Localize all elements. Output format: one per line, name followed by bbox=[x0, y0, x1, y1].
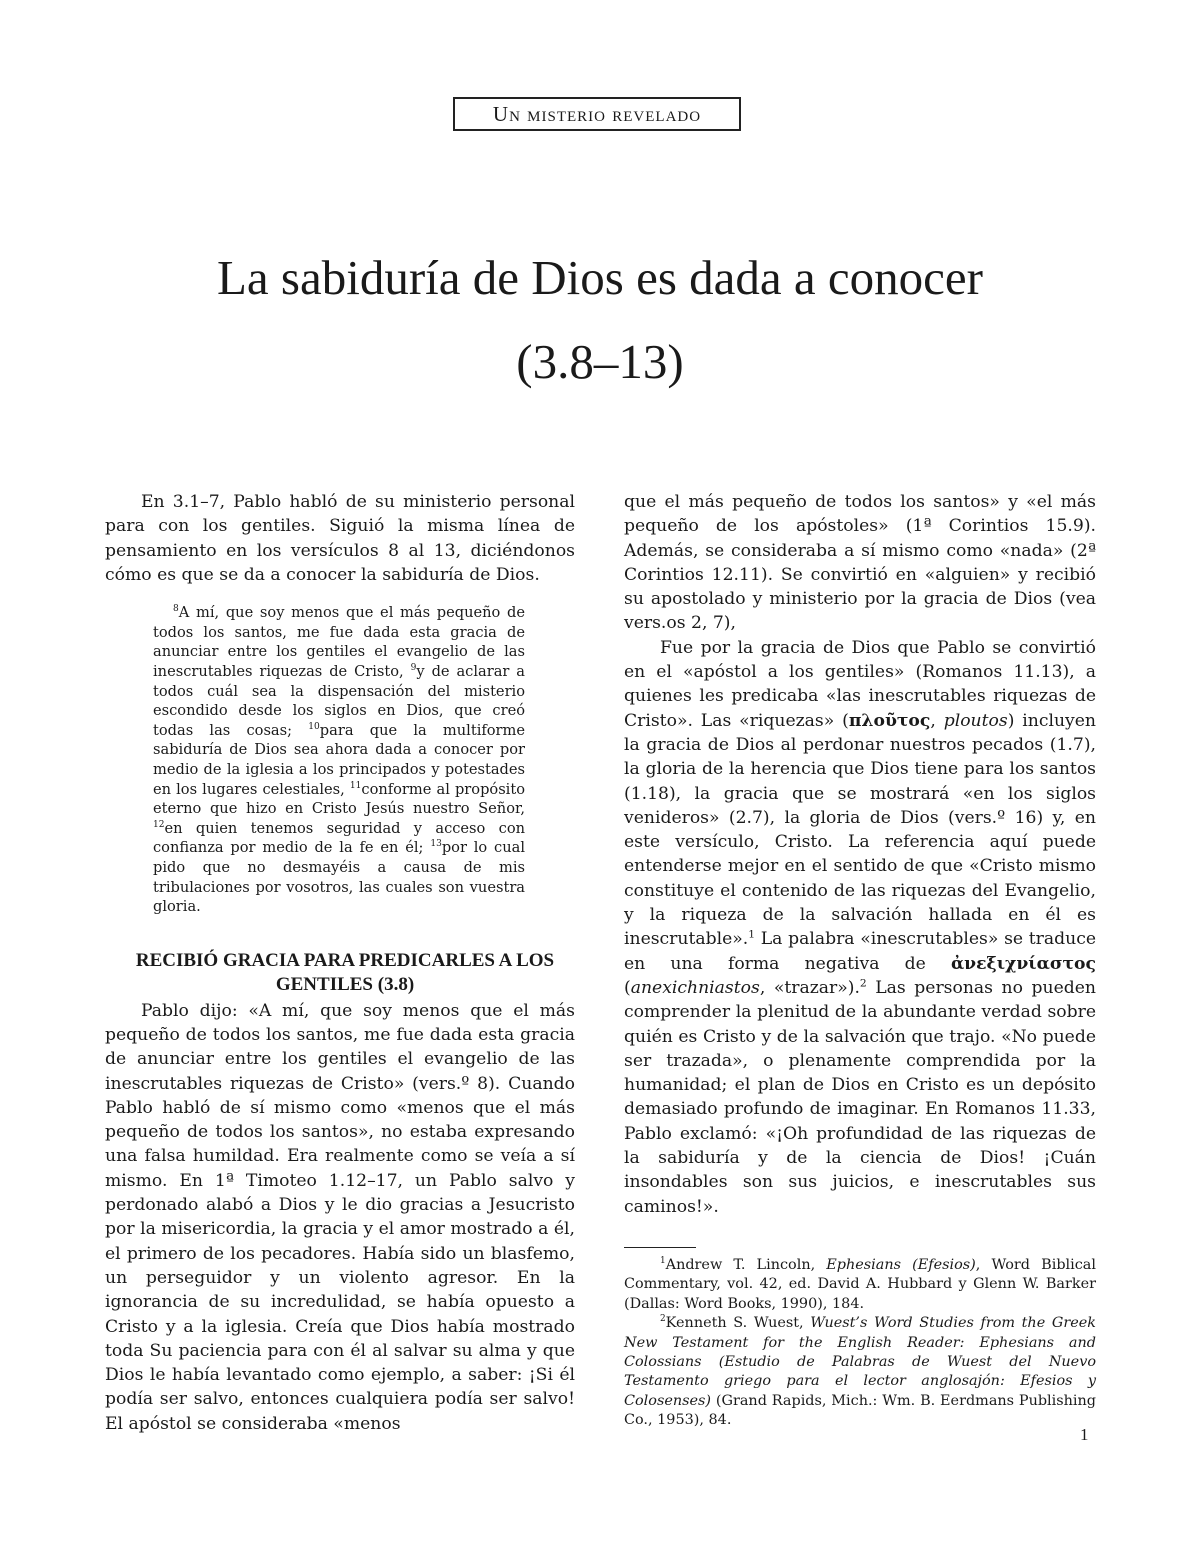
page-number: 1 bbox=[1080, 1425, 1089, 1444]
footnote-divider bbox=[624, 1247, 696, 1248]
body-paragraph: Pablo dijo: «A mí, que soy menos que el más pequeño de todos los santos, me fue dada esta gracia de anunciar entre los gentiles el evangelio de las inescrutables riquezas de Cristo» (vers.º 8). Cuando Pablo habló de sí mismo como «menos que el más pequeño de todos los santos», no estaba expresando una falsa humildad. Era realmente como se veía a sí mismo. En 1ª Timoteo 1.12–17, un Pablo salvo y perdonado alabó a Dios y le dio gracias a Jesucristo por la misericordia, la gracia y el amor mostrado a él, el primero de los pecadores. Había sido un blasfemo, un perseguidor y un violento agresor. En la ignorancia de su incredulidad, se había opuesto a Cristo y a la iglesia. Creía que Dios había mostrado toda Su paciencia para con él al salvar su alma y que Dios le había levantado como ejemplo, a saber: ¡Si él podía ser salvo, entonces cualquiera podía ser salvo! El apóstol se consideraba «menos bbox=[105, 1000, 575, 1434]
transliteration: anexichniastos bbox=[630, 977, 760, 998]
verse-text: en quien tenemos seguridad y acceso con confianza por medio de la fe en él; bbox=[153, 819, 525, 857]
text-run: La palabra «inescrutables» se traduce en una forma negativa de bbox=[624, 929, 1096, 974]
book-title: Wuest’s Word Studies from the Greek New Testament for the English Reader: Ephesians and Colossians (Estudio de Palabras de Wuest del Nuevo Testamento griego para el lector anglosajón: Efesios y Colosenses) bbox=[624, 1315, 1096, 1409]
text-run: Kenneth S. Wuest, bbox=[665, 1315, 811, 1332]
verse-text: A mí, que soy menos que el más pequeño de todos los santos, me fue dada esta gracia de anunciar entre los gentiles el evangelio de las inescrutables riquezas de Cristo, bbox=[153, 604, 525, 680]
greek-word: πλοῦτος bbox=[848, 710, 931, 731]
intro-paragraph: En 3.1–7, Pablo habló de su ministerio personal para con los gentiles. Siguió la misma línea de pensamiento en los versículos 8 al 13, diciéndonos cómo es que se da a conocer la sabiduría de Dios. bbox=[105, 492, 575, 585]
footnote-number: 1 bbox=[660, 1256, 666, 1267]
footnote-ref: 2 bbox=[859, 976, 867, 990]
verse-number: 12 bbox=[153, 819, 165, 830]
section-heading: RECIBIÓ GRACIA PARA PREDICARLES A LOS GENTILES (3.8) bbox=[135, 949, 555, 995]
text-run: (Grand Rapids, Mich.: Wm. B. Eerdmans Publishing Co., 1953), 84. bbox=[624, 1392, 1096, 1429]
footnote-ref: 1 bbox=[748, 927, 756, 941]
footnote-number: 2 bbox=[660, 1314, 666, 1325]
text-run: Andrew T. Lincoln, bbox=[665, 1256, 827, 1273]
footnote-1 bbox=[624, 1256, 1096, 1314]
text-run: Las personas no pueden comprender la plenitud de la abundante verdad sobre quién es Cristo y de la salvación que trajo. «No puede ser trazada», o plenamente comprendida por la humanidad; el plan de Dios en Cristo es un depósito demasiado profundo de imaginar. En Romanos 11.33, Pablo exclamó: «¡Oh profundidad de las riquezas de la sabiduría y de la ciencia de Dios! ¡Cuán insondables son sus juicios, e inescrutables sus caminos!». bbox=[624, 977, 1096, 1217]
running-header bbox=[453, 97, 741, 131]
chapter-title-line1: La sabiduría de Dios es dada a conocer bbox=[217, 250, 983, 305]
verse-number: 13 bbox=[430, 839, 442, 850]
right-column bbox=[624, 490, 1096, 1431]
verse-number: 10 bbox=[308, 721, 320, 732]
scripture-quote bbox=[153, 603, 525, 917]
verse-text: para que la multiforme sabiduría de Dios sea ahora dada a conocer por medio de la iglesia a los principados y potestades en los lugares celestiales, bbox=[153, 721, 526, 798]
book-title: Ephesians (Efesios) bbox=[826, 1256, 976, 1273]
verse-text: y de aclarar a todos cuál sea la dispensación del misterio escondido desde los siglos en Dios, que creó todas las cosas; bbox=[153, 662, 526, 739]
running-header-text: Un misterio revelado bbox=[492, 101, 702, 126]
text-run: , bbox=[930, 710, 944, 731]
text-run: , Word Biblical Commentary, vol. 42, ed. David A. Hubbard y Glenn W. Barker (Dallas: Word Books, 1990), 184. bbox=[624, 1256, 1096, 1312]
text-run: Fue por la gracia de Dios que Pablo se convirtió en el «apóstol a los gentiles» (Romanos 11.13), a quienes les predicaba «las inescrutables riquezas de Cristo». Las «riquezas» ( bbox=[624, 637, 1096, 731]
verse-number: 11 bbox=[349, 780, 362, 791]
text-run: ) incluyen la gracia de Dios al perdonar nuestros pecados (1.7), la gloria de la herencia que Dios tiene para los santos (1.18), la gracia que se mostrará «en los siglos venideros» (2.7), la gloria de Dios (vers.º 16) y, en este versículo, Cristo. La referencia aquí puede entenderse mejor en el sentido de que «Cristo mismo constituye el contenido de las riquezas del Evangelio, y la riqueza de la salvación hallada en él es inescrutable». bbox=[624, 710, 1096, 950]
body-paragraph-2 bbox=[624, 636, 1096, 1219]
chapter-title-line2: (3.8–13) bbox=[516, 334, 684, 389]
verse-text: por lo cual pido que no desmayéis a causa de mis tribulaciones por vosotros, las cuales son vuestra gloria. bbox=[153, 839, 526, 916]
text-run: , «trazar»). bbox=[759, 977, 860, 998]
continued-paragraph: que el más pequeño de todos los santos» y «el más pequeño de los apóstoles» (1ª Corintios 15.9). Además, se consideraba a sí mismo como «nada» (2ª Corintios 12.11). Se convirtió en «alguien» y recibió su apostolado y ministerio por la gracia de Dios (vea vers.os 2, 7), bbox=[624, 492, 1096, 634]
greek-word: ἀνεξιχνίαστος bbox=[950, 953, 1096, 974]
verse-number: 8 bbox=[173, 604, 179, 615]
text-run: ( bbox=[624, 977, 631, 998]
verse-text: conforme al propósito eterno que hizo en Cristo Jesús nuestro Señor, bbox=[153, 780, 526, 818]
left-column bbox=[105, 490, 575, 1436]
verse-number: 9 bbox=[410, 663, 417, 674]
transliteration: ploutos bbox=[943, 710, 1008, 731]
footnote-2 bbox=[624, 1314, 1096, 1430]
